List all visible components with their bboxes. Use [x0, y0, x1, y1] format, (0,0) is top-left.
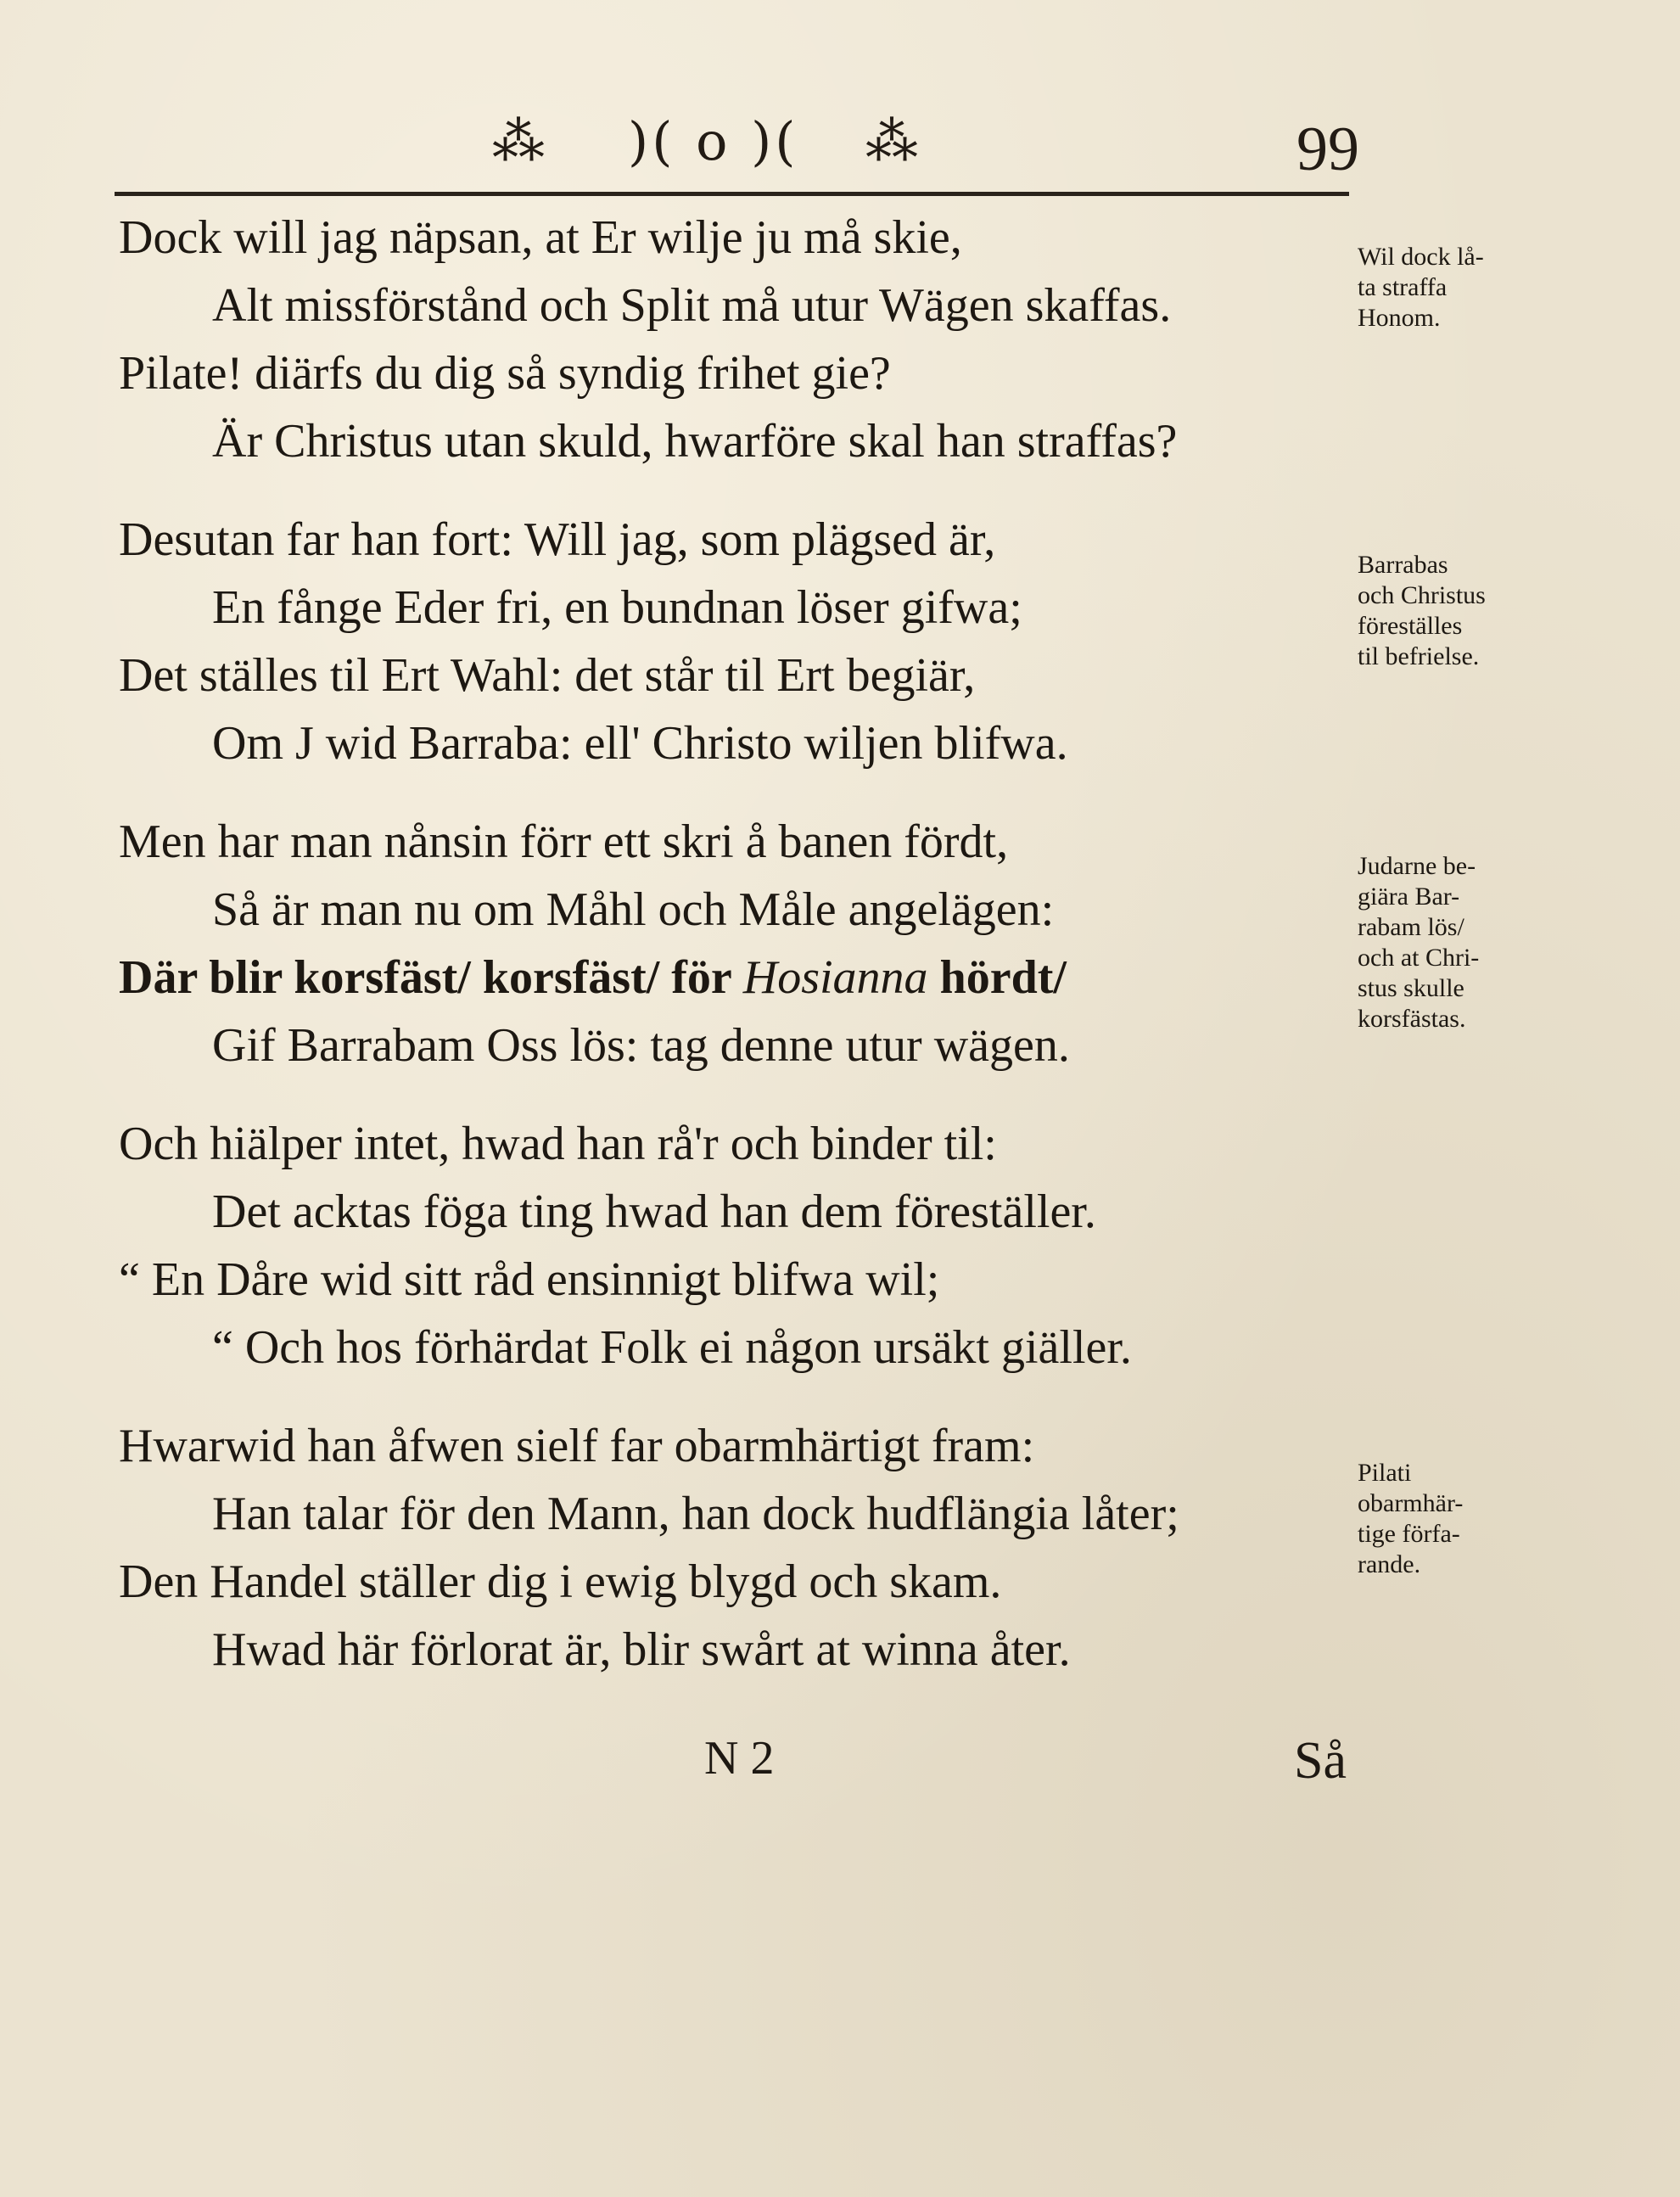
verse-line: Alt missförstånd och Split må utur Wägen skaffas.: [212, 279, 1172, 332]
verse-line: Och hiälper intet, hwad han rå'r och binder til:: [119, 1118, 997, 1170]
margin-note-line: obarmhär-: [1358, 1489, 1464, 1517]
verse-line: En fånge Eder fri, en bundnan löser gifwa;: [212, 581, 1022, 634]
margin-note-line: rande.: [1358, 1550, 1421, 1578]
stanza-1: [119, 204, 1324, 475]
verse-line: Dock will jag näpsan, at Er wilje ju må skie,: [119, 211, 962, 264]
page-number: 99: [1296, 115, 1359, 184]
margin-note-line: til befrielse.: [1358, 642, 1480, 670]
margin-note-3: [1358, 851, 1527, 1034]
margin-note-line: tige förfa-: [1358, 1520, 1460, 1548]
stanza-4: [119, 1110, 1324, 1382]
margin-note-line: Wil dock lå-: [1358, 243, 1484, 271]
ornament-right-icon: ⁂: [865, 110, 921, 172]
margin-note-line: Honom.: [1358, 304, 1441, 332]
margin-note-line: Pilati: [1358, 1459, 1412, 1487]
verse-line: Så är man nu om Måhl och Måle angelägen:: [212, 883, 1055, 936]
verse-line: Hwad här förlorat är, blir swårt at winna åter.: [212, 1623, 1071, 1676]
header-rule: [115, 192, 1349, 196]
margin-note-4: [1358, 1458, 1527, 1580]
verse-line: Desutan far han fort: Will jag, som plägsed är,: [119, 513, 996, 566]
stanza-2: [119, 506, 1324, 777]
ornament-center: )( o )(: [628, 110, 799, 172]
margin-note-1: [1358, 242, 1527, 333]
margin-note-2: [1358, 550, 1527, 672]
verse-line: Pilate! diärfs du dig så syndig frihet gie?: [119, 347, 891, 400]
verse-line: Om J wid Barraba: ell' Christo wiljen blifwa.: [212, 717, 1068, 770]
verse-line: Han talar för den Mann, han dock hudflängia låter;: [212, 1488, 1179, 1540]
verse-line: Är Christus utan skuld, hwarföre skal han straffas?: [212, 415, 1178, 468]
margin-note-line: korsfästas.: [1358, 1005, 1466, 1033]
poem-body: [119, 204, 1324, 1714]
verse-line: Det acktas föga ting hwad han dem föreställer.: [212, 1185, 1096, 1238]
margin-note-line: giära Bar-: [1358, 883, 1460, 911]
margin-note-line: och Christus: [1358, 581, 1486, 609]
verse-line-emphasis: [119, 944, 1324, 1012]
verse-line: Den Handel ställer dig i ewig blygd och skam.: [119, 1555, 1002, 1608]
verse-line: Gif Barrabam Oss lös: tag denne utur wägen.: [212, 1019, 1070, 1072]
stanza-5: [119, 1412, 1324, 1684]
signature-mark: N 2: [704, 1732, 775, 1785]
margin-note-line: Judarne be-: [1358, 852, 1476, 880]
verse-line-post: hördt/: [927, 951, 1067, 1004]
margin-note-line: ta straffa: [1358, 273, 1448, 301]
verse-line: Det ställes til Ert Wahl: det står til Ert begiär,: [119, 649, 976, 702]
verse-line-pre: Där blir korsfäst/ korsfäst/ för: [119, 951, 743, 1004]
verse-line: Men har man nånsin förr ett skri å banen fördt,: [119, 815, 1009, 868]
verse-line: “ Och hos förhärdat Folk ei någon ursäkt giäller.: [212, 1321, 1132, 1374]
margin-note-line: Barrabas: [1358, 551, 1448, 579]
margin-note-line: stus skulle: [1358, 974, 1464, 1002]
verse-line-italic: Hosianna: [742, 951, 928, 1004]
ornament-left-icon: ⁂: [492, 110, 548, 172]
margin-note-line: och at Chri-: [1358, 944, 1480, 972]
page-header: [119, 102, 1359, 195]
margin-note-line: föreställes: [1358, 612, 1463, 640]
verse-line: “ En Dåre wid sitt råd ensinnigt blifwa wil;: [119, 1253, 940, 1306]
catchword: Så: [1294, 1732, 1347, 1790]
margin-note-line: rabam lös/: [1358, 913, 1464, 941]
verse-line: Hwarwid han åfwen sielf far obarmhärtigt fram:: [119, 1420, 1035, 1472]
stanza-3: [119, 808, 1324, 1079]
